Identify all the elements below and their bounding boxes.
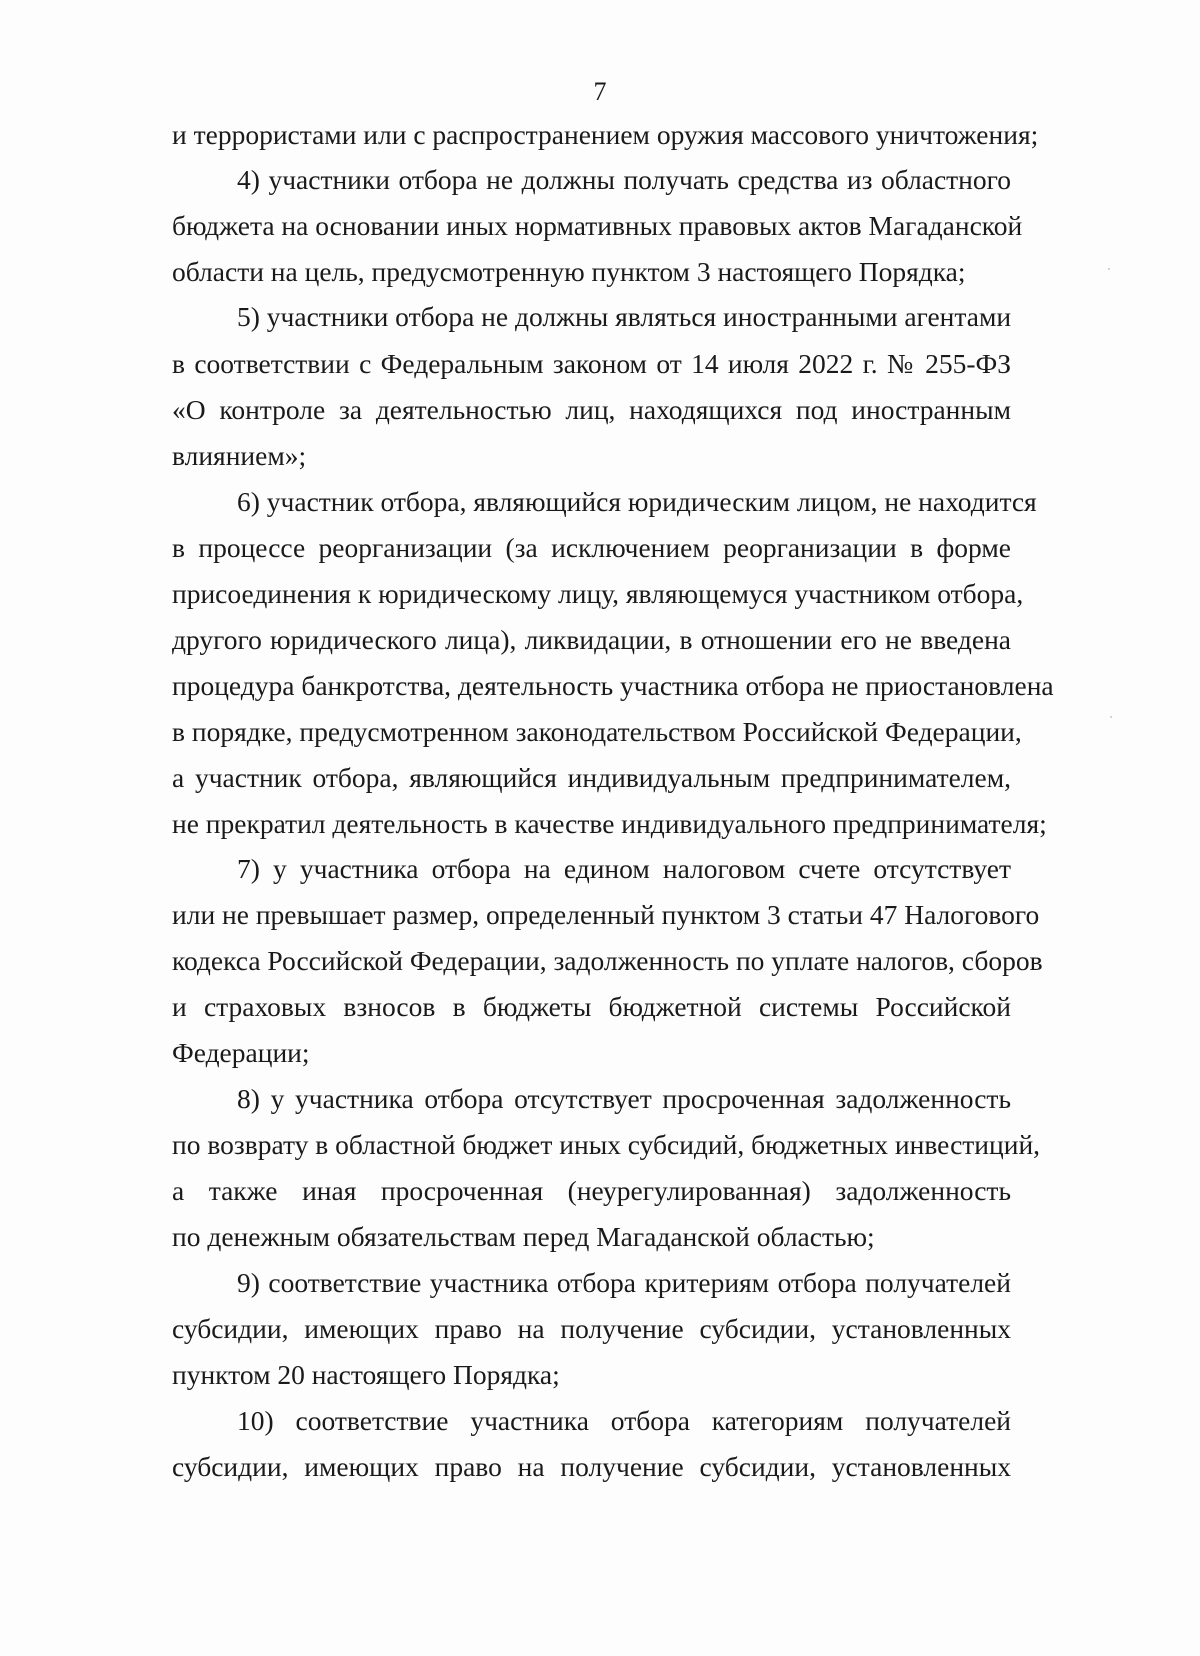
text-line: кодекса Российской Федерации, задолженность по уплате налогов, сборов [172,945,1043,976]
text-line: пунктом 20 настоящего Порядка; [172,1359,560,1390]
text-line: 7) у участника отбора на едином налоговом счете отсутствует [237,853,1011,884]
text-line: в порядке, предусмотренном законодательством Российской Федерации, [172,716,1022,747]
text-line: по денежным обязательствам перед Магаданской областью; [172,1221,875,1252]
text-line: и террористами или с распространением оружия массового уничтожения; [172,119,1039,150]
text-line: по возврату в областной бюджет иных субсидий, бюджетных инвестиций, [172,1129,1041,1160]
text-line: не прекратил деятельность в качестве индивидуального предпринимателя; [172,808,1047,839]
scan-speck [1110,716,1112,718]
text-line: Федерации; [172,1037,310,1068]
text-line: присоединения к юридическому лицу, являющемуся участником отбора, [172,578,1024,609]
text-line: субсидии, имеющих право на получение субсидии, установленных [172,1313,1011,1344]
text-line: другого юридического лица), ликвидации, в отношении его не введена [172,624,1011,655]
text-line: процедура банкротства, деятельность участника отбора не приостановлена [172,670,1054,701]
text-line: или не превышает размер, определенный пунктом 3 статьи 47 Налогового [172,899,1040,930]
text-line: в процессе реорганизации (за исключением реорганизации в форме [172,532,1011,563]
text-line: в соответствии с Федеральным законом от 14 июля 2022 г. № 255-ФЗ [172,348,1011,379]
text-line: бюджета на основании иных нормативных правовых актов Магаданской [172,210,1023,241]
page-number: 7 [593,77,607,106]
text-line: и страховых взносов в бюджеты бюджетной системы Российской [172,991,1011,1022]
text-line: 8) у участника отбора отсутствует просроченная задолженность [237,1083,1011,1114]
text-line: влиянием»; [172,440,307,471]
scan-speck [1108,268,1110,270]
text-line: 4) участники отбора не должны получать средства из областного [237,164,1011,195]
text-line: субсидии, имеющих право на получение субсидии, установленных [172,1451,1011,1482]
text-line: 5) участники отбора не должны являться иностранными агентами [237,301,1012,332]
text-line: области на цель, предусмотренную пунктом 3 настоящего Порядка; [172,256,966,287]
text-line: а участник отбора, являющийся индивидуальным предпринимателем, [172,762,1011,793]
text-line: «О контроле за деятельностью лиц, находящихся под иностранным [172,394,1011,425]
text-line: 9) соответствие участника отбора критериям отбора получателей [237,1267,1011,1298]
text-line: 10) соответствие участника отбора категориям получателей [237,1405,1011,1436]
text-line: 6) участник отбора, являющийся юридическим лицом, не находится [237,486,1037,517]
text-line: а также иная просроченная (неурегулированная) задолженность [172,1175,1011,1206]
